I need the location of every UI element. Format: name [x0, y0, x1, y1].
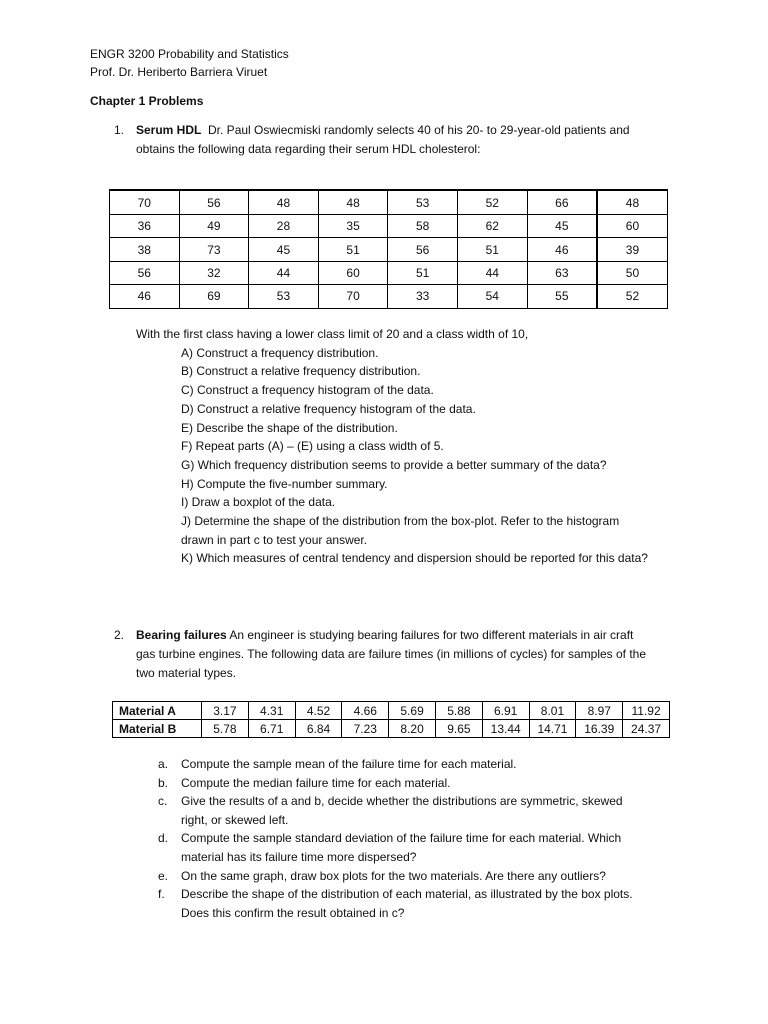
table-cell: 6.91 [482, 702, 529, 720]
table-row [113, 702, 670, 720]
list-item-text: Does this confirm the result obtained in c? [181, 905, 405, 920]
table-cell: 35 [318, 215, 388, 238]
table-cell: 70 [110, 190, 180, 215]
list-item-letter: d. [158, 831, 169, 846]
list-item-text: Compute the median failure time for each material. [181, 775, 451, 790]
problem1-intro: With the first class having a lower class limit of 20 and a class width of 10, [136, 327, 529, 341]
list-item [158, 755, 691, 774]
bearing-failure-table [112, 701, 670, 738]
table-cell: 51 [318, 238, 388, 261]
problem1-title: Serum HDL [136, 123, 202, 137]
list-item-text: right, or skewed left. [181, 812, 289, 827]
table-cell: 33 [388, 285, 458, 308]
list-item [158, 829, 691, 866]
row-header: Material B [113, 720, 202, 738]
table-row [110, 261, 668, 284]
table-cell: 4.66 [342, 702, 389, 720]
table-cell: 24.37 [623, 720, 670, 738]
list-item-text: Compute the sample mean of the failure time for each material. [181, 757, 517, 771]
table-cell: 4.52 [295, 702, 342, 720]
table-cell: 28 [249, 215, 319, 238]
table-cell: 5.69 [389, 702, 436, 720]
table-cell: 45 [527, 215, 597, 238]
list-item: I) Draw a boxplot of the data. [181, 495, 336, 510]
list-item: B) Construct a relative frequency distribution. [181, 364, 421, 379]
table-cell: 8.97 [576, 702, 623, 720]
table-row [113, 720, 670, 738]
problem1-text-line2: obtains the following data regarding their serum HDL cholesterol: [136, 142, 481, 156]
list-item: J) Determine the shape of the distribution from the box-plot. Refer to the histogram [181, 514, 620, 529]
table-cell: 63 [527, 261, 597, 284]
table-cell: 46 [110, 285, 180, 308]
table-cell: 50 [597, 261, 667, 284]
problem2-text-line1: An engineer is studying bearing failures for two different materials in air craft [226, 628, 634, 642]
table-cell: 56 [388, 238, 458, 261]
table-row [110, 285, 668, 308]
list-item: A) Construct a frequency distribution. [181, 345, 379, 360]
table-cell: 56 [110, 261, 180, 284]
problem2-parts-list [158, 755, 691, 922]
table-cell: 48 [318, 190, 388, 215]
table-cell: 49 [179, 215, 249, 238]
list-item-letter: b. [158, 775, 169, 790]
problem2-text-line3: two material types. [136, 666, 237, 680]
list-item: K) Which measures of central tendency and dispersion should be reported for this data? [181, 551, 648, 566]
table-cell: 32 [179, 261, 249, 284]
problem2-number: 2. [114, 628, 125, 642]
course-title: ENGR 3200 Probability and Statistics [90, 47, 289, 61]
table-cell: 6.71 [248, 720, 295, 738]
table-cell: 62 [457, 215, 527, 238]
table-cell: 4.31 [248, 702, 295, 720]
table-cell: 60 [318, 261, 388, 284]
table-cell: 52 [457, 190, 527, 215]
problem1-instructions [136, 325, 648, 568]
table-cell: 7.23 [342, 720, 389, 738]
table-cell: 8.01 [529, 702, 576, 720]
problem2-title: Bearing failures [136, 628, 227, 642]
table-cell: 52 [597, 285, 667, 308]
list-item [158, 792, 691, 829]
table-cell: 70 [318, 285, 388, 308]
table-cell: 9.65 [435, 720, 482, 738]
table-cell: 51 [457, 238, 527, 261]
table-cell: 73 [179, 238, 249, 261]
table-cell: 44 [249, 261, 319, 284]
list-item-text: On the same graph, draw box plots for the two materials. Are there any outliers? [181, 868, 606, 883]
list-item-text: Compute the sample standard deviation of the failure time for each material. Which [181, 831, 622, 846]
list-item-text: Describe the shape of the distribution of each material, as illustrated by the box plots. [181, 887, 633, 902]
table-cell: 38 [110, 238, 180, 261]
list-item-letter: e. [158, 868, 169, 883]
table-cell: 13.44 [482, 720, 529, 738]
table-cell: 6.84 [295, 720, 342, 738]
list-item: F) Repeat parts (A) – (E) using a class width of 5. [181, 439, 444, 454]
table-row [110, 215, 668, 238]
table-row [110, 238, 668, 261]
list-item: D) Construct a relative frequency histogram of the data. [181, 401, 476, 416]
table-cell: 46 [527, 238, 597, 261]
table-cell: 51 [388, 261, 458, 284]
list-item-letter: c. [158, 794, 168, 809]
list-item: drawn in part c to test your answer. [181, 532, 368, 547]
table-cell: 45 [249, 238, 319, 261]
table-cell: 36 [110, 215, 180, 238]
list-item-letter: f. [158, 887, 165, 902]
list-item: G) Which frequency distribution seems to provide a better summary of the data? [181, 457, 607, 472]
table-cell: 48 [597, 190, 667, 215]
table-cell: 8.20 [389, 720, 436, 738]
table-cell: 16.39 [576, 720, 623, 738]
problem1-parts-list [136, 344, 648, 568]
list-item [158, 774, 691, 793]
problem1-statement-line1 [136, 121, 630, 139]
table-cell: 3.17 [202, 702, 249, 720]
table-cell: 69 [179, 285, 249, 308]
problem2-statement-line1 [136, 626, 633, 644]
hdl-data-table [109, 189, 668, 309]
chapter-heading: Chapter 1 Problems [90, 94, 204, 108]
table-cell: 5.88 [435, 702, 482, 720]
list-item: C) Construct a frequency histogram of the data. [181, 383, 434, 398]
table-cell: 56 [179, 190, 249, 215]
table-cell: 14.71 [529, 720, 576, 738]
list-item-letter: a. [158, 757, 169, 771]
table-cell: 11.92 [623, 702, 670, 720]
list-item-text: material has its failure time more dispersed? [181, 849, 417, 864]
list-item-text: Give the results of a and b, decide whether the distributions are symmetric, skewed [181, 794, 623, 809]
list-item [158, 867, 691, 886]
table-cell: 39 [597, 238, 667, 261]
table-cell: 60 [597, 215, 667, 238]
list-item: E) Describe the shape of the distribution. [181, 420, 398, 435]
problem1-text-line1: Dr. Paul Oswiecmiski randomly selects 40 of his 20- to 29-year-old patients and [208, 123, 630, 137]
table-cell: 48 [249, 190, 319, 215]
table-cell: 53 [249, 285, 319, 308]
table-cell: 58 [388, 215, 458, 238]
professor-name: Prof. Dr. Heriberto Barriera Viruet [90, 65, 268, 79]
row-header: Material A [113, 702, 202, 720]
problem1-number: 1. [114, 123, 125, 137]
table-cell: 5.78 [202, 720, 249, 738]
table-cell: 54 [457, 285, 527, 308]
table-cell: 44 [457, 261, 527, 284]
table-cell: 66 [527, 190, 597, 215]
problem2-text-line2: gas turbine engines. The following data are failure times (in millions of cycles) for samples of the [136, 647, 647, 661]
table-cell: 53 [388, 190, 458, 215]
list-item [158, 885, 691, 922]
table-row [110, 190, 668, 215]
table-cell: 55 [527, 285, 597, 308]
list-item: H) Compute the five-number summary. [181, 476, 388, 491]
